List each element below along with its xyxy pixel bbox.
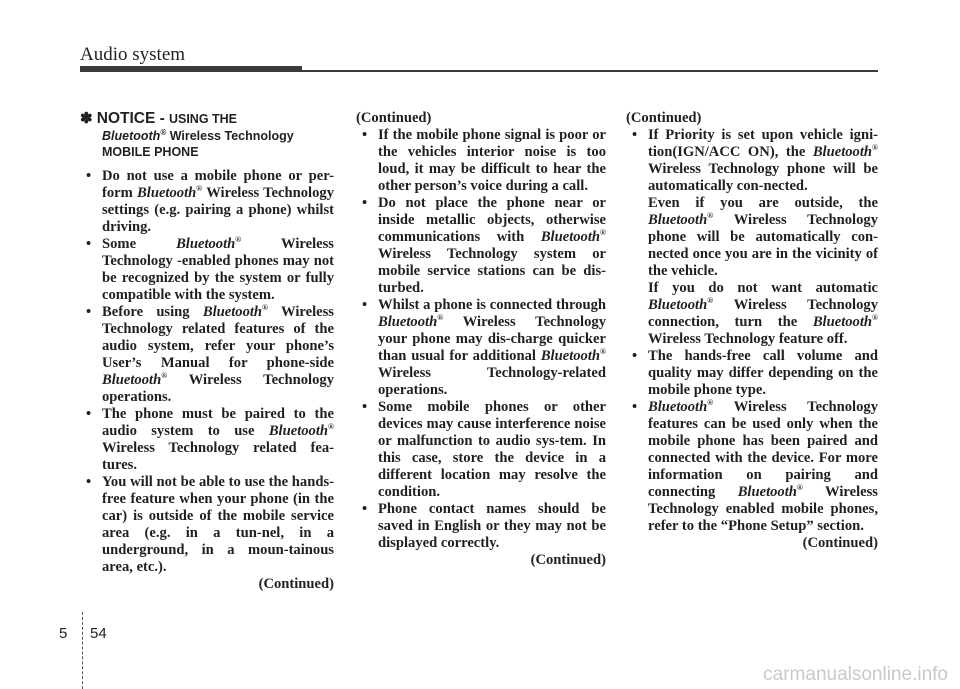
text: Wireless Technology related features of the audio system, refer your phone’s User’s Manual for phone-side <box>102 304 334 371</box>
reg-mark: ® <box>872 143 878 153</box>
list-item <box>80 168 334 236</box>
bullet: • <box>86 236 92 252</box>
notice-bluetooth: Bluetooth <box>102 129 161 143</box>
column-3 <box>626 110 878 552</box>
bullet: • <box>362 501 368 517</box>
text: Wireless Technology phone will be automatically con-nected. <box>648 161 878 194</box>
list-item <box>626 127 878 195</box>
notice-mobile: MOBILE PHONE <box>102 145 199 159</box>
notice-star-icon: ✽ <box>80 110 93 127</box>
text: Even if you are outside, the <box>648 195 878 211</box>
reg-mark: ® <box>707 398 714 408</box>
reg-mark: ® <box>262 303 269 313</box>
list-item <box>356 501 606 552</box>
reg-mark: ® <box>328 422 334 432</box>
footer-divider <box>82 612 83 689</box>
text: Wireless Technology related fea-tures. <box>102 440 334 473</box>
continued-lead: (Continued) <box>356 110 432 126</box>
page-number: 54 <box>90 625 107 642</box>
list-item <box>356 399 606 501</box>
text: If Priority is set upon vehicle igni-tion(IGN/ACC ON), the <box>648 127 878 160</box>
bluetooth-text: Bluetooth <box>812 144 873 160</box>
header-rule-thin <box>302 70 878 72</box>
text: Some mobile phones or other devices may cause interference noise or malfunction to audio sys-tem. In this case, store the device in a different location may resolve the condition. <box>378 399 606 500</box>
notice-heading <box>80 110 334 160</box>
text: Wireless Technology settings (e.g. pairing a phone) whilst driving. <box>102 185 334 235</box>
text: Phone contact names should be saved in English or they may not be displayed correctly. <box>378 501 606 551</box>
continued-lead: (Continued) <box>626 110 702 126</box>
bullet: • <box>632 127 638 143</box>
text: If you do not want automatic <box>648 280 878 296</box>
reg-mark: ® <box>707 211 714 221</box>
bullet: • <box>632 348 638 364</box>
continued-label: (Continued) <box>802 535 878 551</box>
text: Wireless Technology feature off. <box>648 331 848 347</box>
bullet: • <box>86 304 92 320</box>
bluetooth-text: Bluetooth <box>812 314 873 330</box>
list-item <box>626 348 878 399</box>
list-item <box>356 297 606 399</box>
text: The phone must be paired to the audio system to use <box>102 406 334 439</box>
list-item <box>626 399 878 535</box>
text: Whilst a phone is connected through <box>378 297 606 313</box>
bullet: • <box>86 168 92 184</box>
text: Wireless Technology operations. <box>102 372 334 405</box>
text: Wireless Technology phone will be automatically con-nected once you are in the vicinity of the vehicle. <box>648 212 878 279</box>
bullet: • <box>362 195 368 211</box>
sub-paragraph <box>626 280 878 348</box>
page-header-title: Audio system <box>80 44 186 65</box>
text: Wireless Technology enabled mobile phones, refer to the “Phone Setup” section. <box>648 484 878 534</box>
continued-label: (Continued) <box>530 552 606 568</box>
bluetooth-text: Bluetooth <box>540 229 601 245</box>
bluetooth-text: Bluetooth <box>176 236 236 252</box>
text: Some <box>102 236 177 252</box>
bluetooth-text: Bluetooth <box>137 185 197 201</box>
bluetooth-text: Bluetooth <box>648 297 708 313</box>
text: Wireless Technology-related operations. <box>378 365 606 398</box>
reg-mark: ® <box>600 228 606 238</box>
list-item <box>356 127 606 195</box>
watermark: carmanualsonline.info <box>763 664 948 685</box>
bullet: • <box>86 474 92 490</box>
bullet: • <box>86 406 92 422</box>
list-item <box>356 195 606 297</box>
text: The hands-free call volume and quality may differ depending on the mobile phone type. <box>648 348 878 398</box>
text: If the mobile phone signal is poor or the vehicles interior noise is too loud, it may be difficult to hear the other person’s voice during a call. <box>378 127 606 194</box>
bluetooth-text: Bluetooth <box>268 423 329 439</box>
list-item <box>80 236 334 304</box>
text: Wireless Technology features can be used only when the mobile phone has been paired and connected with the device. For more information on pairing and connecting <box>648 399 878 500</box>
bluetooth-text: Bluetooth <box>737 484 797 500</box>
list-item <box>80 304 334 406</box>
bullet: • <box>362 297 368 313</box>
reg-mark: ® <box>161 371 168 381</box>
reg-mark: ® <box>796 483 803 493</box>
bluetooth-text: Bluetooth <box>648 399 708 415</box>
text: Wireless Technology your phone may dis-charge quicker than usual for additional <box>378 314 606 364</box>
reg-mark: ® <box>872 313 878 323</box>
reg-mark: ® <box>196 184 203 194</box>
text: Wireless Technology -enabled phones may not be recognized by the system or fully compatible with the system. <box>102 236 334 303</box>
bullet: • <box>362 127 368 143</box>
column-2 <box>356 110 606 569</box>
sub-paragraph <box>626 195 878 280</box>
header-rule-thick <box>80 66 302 72</box>
reg-mark: ® <box>707 296 714 306</box>
bluetooth-text: Bluetooth <box>648 212 708 228</box>
notice-wt: Wireless Technology <box>166 129 294 143</box>
bullet: • <box>362 399 368 415</box>
text: Before using <box>102 304 203 320</box>
list-item <box>80 406 334 474</box>
text: Do not place the phone near or inside metallic objects, otherwise communications with <box>378 195 606 245</box>
section-number: 5 <box>59 625 68 642</box>
reg-mark: ® <box>235 235 242 245</box>
bluetooth-text: Bluetooth <box>378 314 438 330</box>
notice-label: NOTICE - <box>96 110 165 127</box>
reg-mark: ® <box>437 313 444 323</box>
list-item <box>80 474 334 576</box>
text: You will not be able to use the hands-free feature when your phone (in the car) is outside of the mobile service area (e.g. in a tun-nel, in a underground, in a moun-tainous area, etc.). <box>102 474 334 575</box>
column-1 <box>80 110 334 593</box>
text: Wireless Technology system or mobile service stations can be dis-turbed. <box>378 246 606 296</box>
bluetooth-text: Bluetooth <box>102 372 162 388</box>
reg-mark: ® <box>160 127 167 137</box>
notice-using: USING THE <box>168 112 238 126</box>
text: Wireless Technology connection, turn the <box>648 297 878 330</box>
continued-label: (Continued) <box>258 576 334 592</box>
reg-mark: ® <box>600 347 606 357</box>
text: Do not use a mobile phone or per-form <box>102 168 334 201</box>
bluetooth-text: Bluetooth <box>540 348 601 364</box>
bluetooth-text: Bluetooth <box>202 304 263 320</box>
bullet: • <box>632 399 638 415</box>
